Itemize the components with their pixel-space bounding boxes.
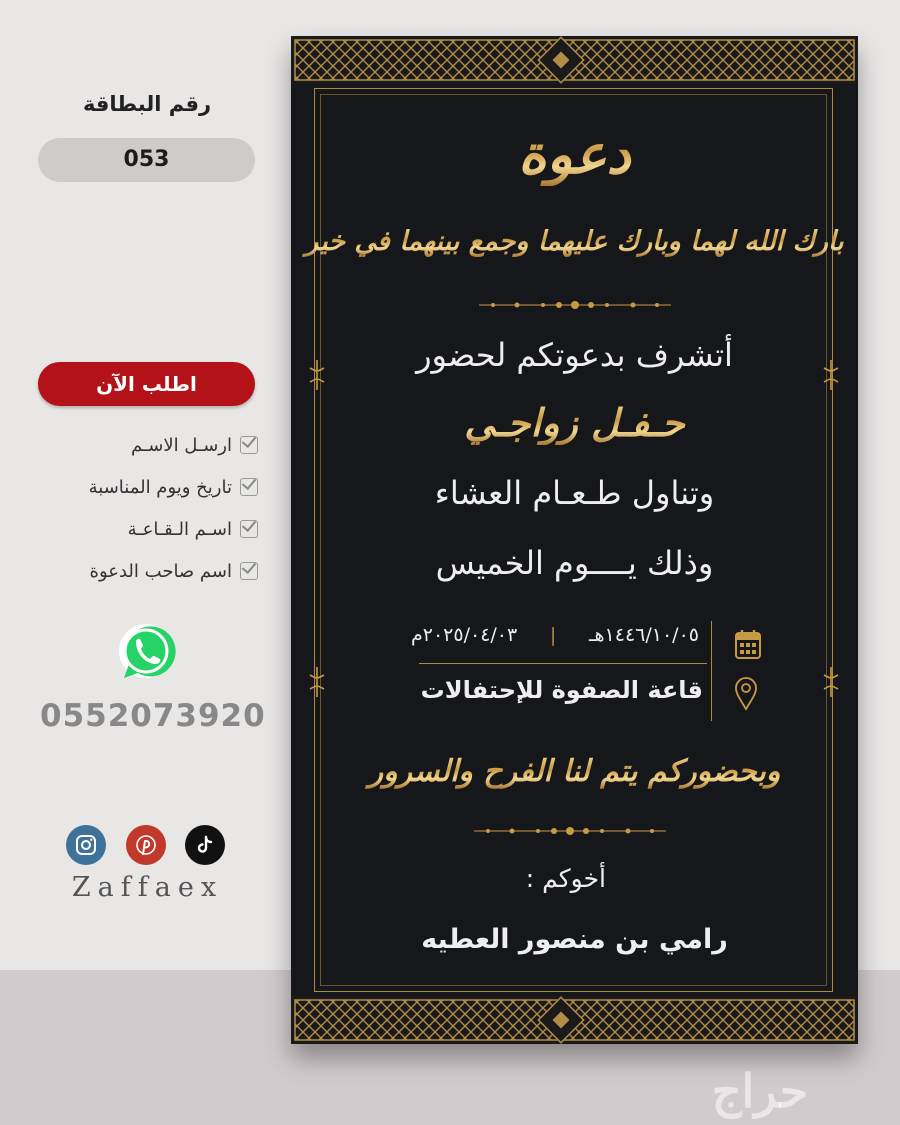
- instagram-icon[interactable]: [66, 825, 106, 865]
- checklist-item-label: اسـم الـقـاعـة: [127, 518, 232, 540]
- checkbox-icon: [240, 520, 258, 538]
- card-number-label: رقم البطاقة: [82, 92, 212, 116]
- date-hijri: ١٤٤٦/١٠/٠٥هـ: [588, 624, 699, 646]
- location-pin-icon: [734, 677, 758, 711]
- phone-number[interactable]: 0552073920: [40, 698, 266, 734]
- invitation-line-3: وذلك يــــوم الخميس: [435, 544, 714, 582]
- card-number: 053: [38, 138, 255, 182]
- side-ornament-icon: [308, 667, 326, 697]
- date-separator: |: [549, 624, 557, 646]
- order-now-button[interactable]: اطلب الآن: [38, 362, 255, 406]
- host-label: أخوكم :: [525, 864, 606, 893]
- checklist-item: [38, 508, 258, 550]
- side-ornament-icon: [822, 667, 840, 697]
- invitation-line-2: وتناول طـعـام العشاء: [434, 474, 715, 512]
- pinterest-icon[interactable]: [126, 825, 166, 865]
- host-name: رامي بن منصور العطيه: [421, 924, 728, 955]
- requirements-checklist: [38, 424, 258, 592]
- date-row: [411, 624, 699, 646]
- brand-name: Zaffaex: [71, 872, 224, 903]
- info-vertical-divider: [711, 621, 712, 721]
- watermark: حراج: [711, 1064, 809, 1118]
- checkbox-icon: [240, 436, 258, 454]
- calendar-icon: [734, 628, 762, 660]
- checklist-item-label: اسم صاحب الدعوة: [89, 560, 232, 582]
- lattice-border-top: [291, 36, 858, 84]
- invitation-title: دعوة: [291, 122, 858, 186]
- invitation-card: [291, 36, 858, 1044]
- blessing-verse: بارك الله لهما وبارك عليهما وجمع بينهما في خير: [291, 226, 858, 257]
- checkbox-icon: [240, 562, 258, 580]
- closing-phrase: وبحضوركم يتم لنا الفرح والسرور: [291, 754, 858, 789]
- checklist-item: [38, 424, 258, 466]
- whatsapp-icon[interactable]: [116, 622, 176, 682]
- divider-ornament-icon: [477, 298, 673, 312]
- date-venue-divider: [419, 663, 707, 664]
- invitation-line-1: أتشرف بدعوتكم لحضور: [416, 336, 733, 374]
- lattice-border-bottom: [291, 996, 858, 1044]
- checkbox-icon: [240, 478, 258, 496]
- checklist-item: [38, 466, 258, 508]
- checklist-item-label: ارسـل الاسـم: [130, 434, 232, 456]
- date-gregorian: ٢٠٢٥/٠٤/٠٣م: [411, 624, 518, 646]
- checklist-item: [38, 550, 258, 592]
- event-name: حـفـل زواجـي: [291, 400, 858, 445]
- venue-name: قاعة الصفوة للإحتفالات: [420, 676, 703, 704]
- divider-ornament-icon: [472, 824, 668, 838]
- tiktok-icon[interactable]: [185, 825, 225, 865]
- checklist-item-label: تاريخ ويوم المناسبة: [88, 476, 232, 498]
